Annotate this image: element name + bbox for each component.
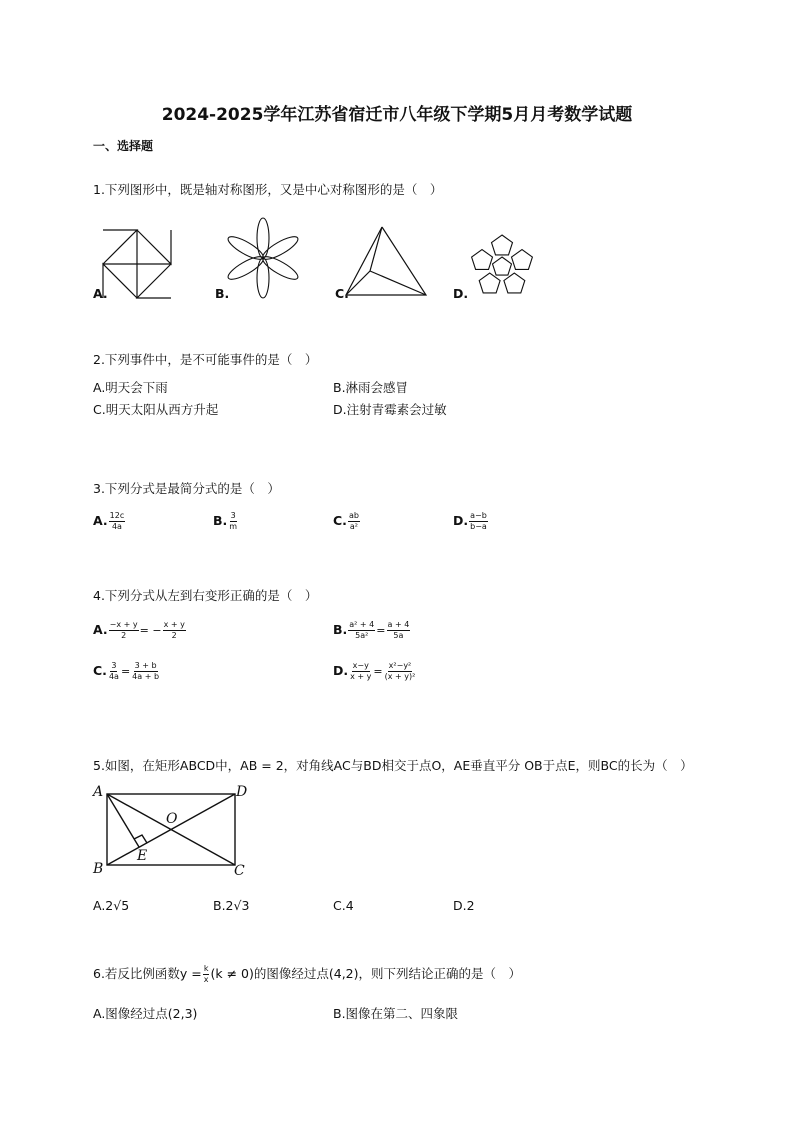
q2-option-b[interactable]: B.淋雨会感冒 (333, 380, 409, 395)
q6-option-b[interactable]: B.图像在第二、四象限 (333, 1006, 459, 1021)
q5-option-c[interactable]: C.4 (333, 898, 354, 913)
fraction-right (163, 621, 186, 640)
denominator: x + y (350, 672, 372, 681)
q5-option-a[interactable]: A.2√5 (93, 898, 130, 913)
denominator: 2 (171, 631, 177, 640)
numerator: a + 4 (387, 620, 410, 629)
section-heading: 一、选择题 (93, 139, 154, 153)
numerator: 3 (230, 511, 236, 520)
q3-option-a-label: A. (93, 513, 108, 528)
q4-option-b[interactable] (333, 621, 411, 640)
q1-option-c[interactable]: C. (335, 286, 349, 301)
q6-option-a[interactable]: A.图像经过点(2,3) (93, 1006, 198, 1021)
numerator: ab (348, 511, 359, 520)
equals-sign: = − (139, 624, 162, 637)
denominator: 5a² (355, 631, 369, 640)
fraction-left (109, 621, 139, 640)
point-label-d: D (236, 784, 248, 800)
fraction-right (384, 662, 417, 681)
q3-option-a[interactable] (93, 512, 126, 531)
denominator: 4a (108, 672, 119, 681)
q3-option-d[interactable] (453, 512, 489, 531)
q3-option-c[interactable] (333, 512, 361, 531)
denominator: 2 (121, 631, 127, 640)
q3-option-c-fraction (348, 512, 360, 531)
q2-option-c[interactable]: C.明天太阳从西方升起 (93, 402, 219, 417)
q4-option-a[interactable] (93, 621, 187, 640)
outer-pentagon (479, 273, 500, 293)
q1-figure-d-pentagons (465, 232, 539, 298)
equals-sign: = (120, 665, 131, 678)
numerator: 3 (111, 661, 117, 670)
q1-figure-a-pinwheel (103, 230, 171, 298)
q5-option-b[interactable]: B.2√3 (213, 898, 250, 913)
outer-pentagon (512, 250, 533, 270)
q1-stem: 1.下列图形中，既是轴对称图形，又是中心对称图形的是（ ） (93, 182, 443, 197)
q1-option-b[interactable]: B. (215, 286, 230, 301)
numerator: x²−y² (388, 661, 412, 670)
q3-option-d-fraction (469, 512, 488, 531)
q3-option-b-label: B. (213, 513, 228, 528)
outer-pentagon (504, 273, 525, 293)
outer-pentagon (472, 250, 493, 270)
q2-option-d[interactable]: D.注射青霉素会过敏 (333, 402, 447, 417)
equals-sign: = (373, 665, 383, 678)
q3-option-c-label: C. (333, 513, 347, 528)
q6-stem (93, 964, 521, 984)
q5-option-d[interactable]: D.2 (453, 898, 475, 913)
numerator: −x + y (109, 620, 138, 629)
q1-option-d[interactable]: D. (453, 286, 469, 301)
q2-stem: 2.下列事件中，是不可能事件的是（ ） (93, 352, 318, 367)
point-label-a: A (93, 784, 104, 800)
q5-stem: 5.如图，在矩形ABCD中，AB = 2，对角线AC与BD相交于点O，AE垂直平分 OB于点E，则BC的长为（ ） (93, 758, 693, 773)
center-pentagon (493, 257, 512, 275)
fraction-left (108, 662, 120, 681)
page-title: 2024-2025学年江苏省宿迁市八年级下学期5月月考数学试题 (161, 105, 633, 125)
fraction-left (349, 662, 372, 681)
numerator: a−b (470, 511, 487, 520)
q2-option-a[interactable]: A.明天会下雨 (93, 380, 168, 395)
equals-sign: = (376, 624, 386, 637)
numerator: 12c (109, 511, 125, 520)
q4-option-a-label: A. (93, 622, 108, 637)
numerator: k (203, 964, 209, 973)
denominator: 4a (111, 522, 122, 531)
q4-option-c[interactable] (93, 662, 161, 681)
q6-stem-prefix: 6.若反比例函数y = (93, 966, 202, 981)
q3-option-d-label: D. (453, 513, 469, 528)
denominator: b−a (470, 522, 487, 531)
point-label-c: C (234, 863, 245, 879)
q4-stem: 4.下列分式从左到右变形正确的是（ ） (93, 588, 318, 603)
denominator: a² (349, 522, 358, 531)
q4-option-c-label: C. (93, 663, 107, 678)
outer-pentagon (492, 235, 513, 255)
fraction-right (131, 662, 160, 681)
numerator: 3 + b (134, 661, 157, 670)
q3-stem: 3.下列分式是最简分式的是（ ） (93, 481, 280, 496)
point-label-e: E (137, 848, 148, 864)
numerator: x−y (352, 661, 369, 670)
denominator: x (203, 975, 209, 984)
fraction-right (387, 621, 411, 640)
numerator: a² + 4 (349, 620, 375, 629)
fraction-left (348, 621, 375, 640)
q4-option-d-label: D. (333, 663, 349, 678)
q6-stem-suffix: (k ≠ 0)的图像经过点(4,2)，则下列结论正确的是（ ） (210, 966, 522, 981)
denominator: (x + y)² (384, 672, 416, 681)
q3-option-b[interactable] (213, 512, 239, 531)
q1-option-a[interactable]: A. (93, 286, 108, 301)
numerator: x + y (163, 620, 185, 629)
q3-option-a-fraction (109, 512, 126, 531)
q4-option-d[interactable] (333, 662, 417, 681)
denominator: 4a + b (132, 672, 160, 681)
q4-option-b-label: B. (333, 622, 348, 637)
denominator: m (229, 522, 238, 531)
q6-fraction (203, 965, 210, 984)
q1-figure-b-flower (225, 218, 301, 298)
denominator: 5a (393, 631, 404, 640)
point-label-o: O (166, 811, 178, 827)
q3-option-b-fraction (228, 512, 238, 531)
q1-figure-c-triangle (346, 227, 426, 299)
point-label-b: B (93, 861, 104, 877)
